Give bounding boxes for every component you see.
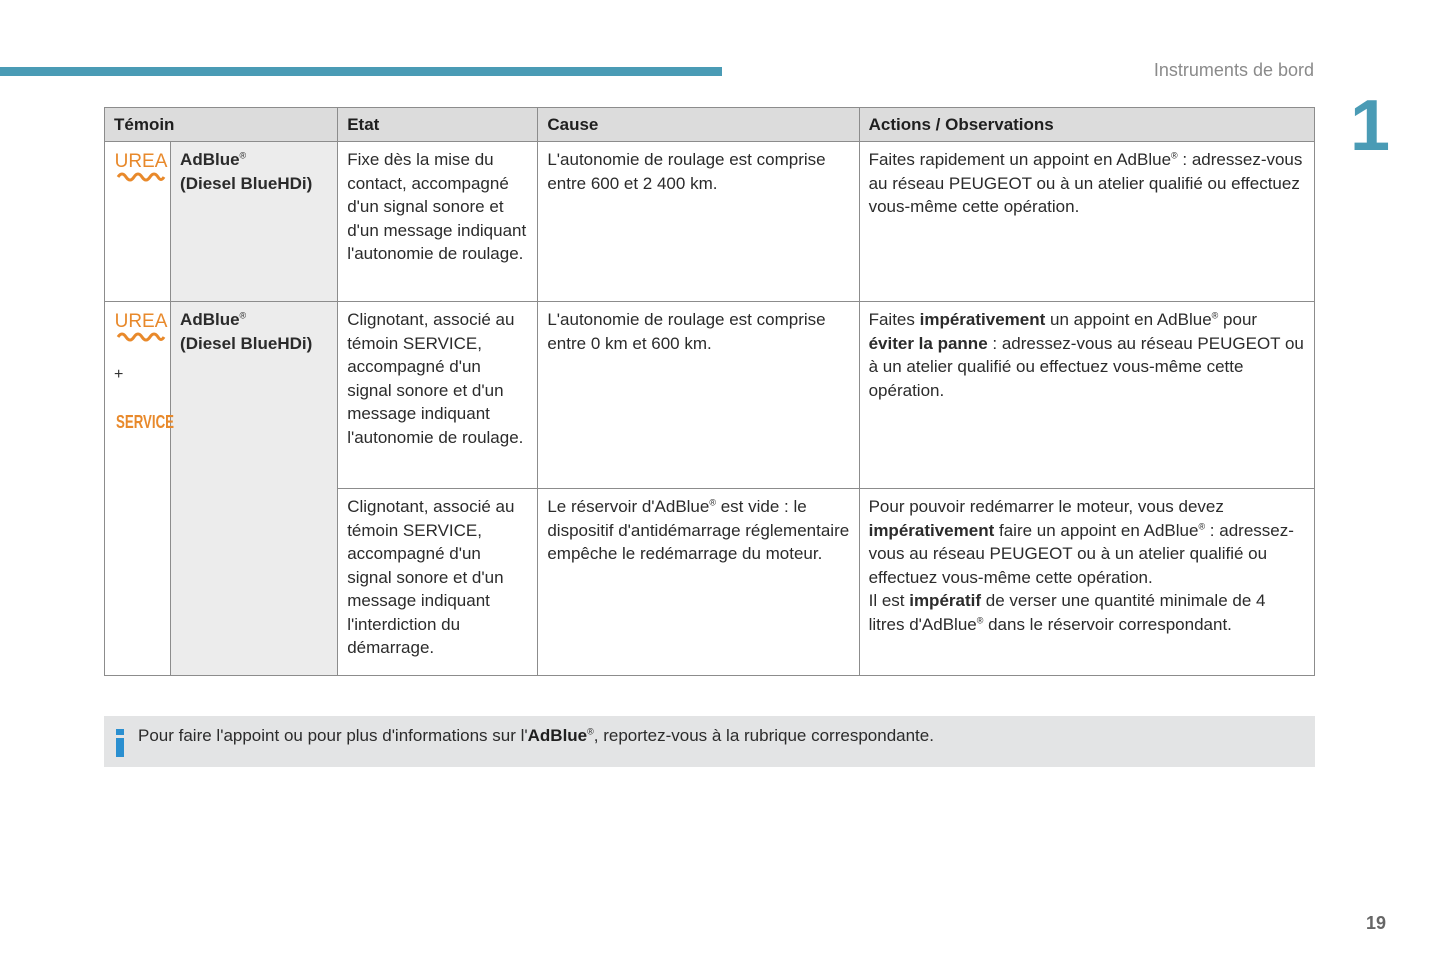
warning-icon-cell bbox=[105, 302, 174, 676]
registered-mark: ® bbox=[709, 497, 716, 508]
actions-text: pour bbox=[1218, 310, 1258, 329]
actions-text: dans le réservoir correspondant. bbox=[983, 614, 1232, 634]
section-title: Instruments de bord bbox=[1153, 60, 1314, 80]
actions-emphasis: impérativement bbox=[919, 310, 1046, 329]
registered-mark: ® bbox=[239, 150, 247, 161]
registered-mark: ® bbox=[239, 310, 247, 321]
table-header-row bbox=[105, 108, 1315, 142]
actions-text: faire un appoint en AdBlue bbox=[994, 520, 1199, 540]
cause-text: est vide : le dispositif d'antidémarrage réglementaire empêche le redémarrage du moteur. bbox=[547, 497, 850, 563]
adblue-label: AdBlue bbox=[180, 310, 240, 329]
actions-text: Faites rapidement un appoint en AdBlue bbox=[868, 150, 1172, 169]
urea-warning-icon bbox=[114, 148, 168, 184]
table-row bbox=[105, 142, 1315, 302]
header-accent-bar bbox=[0, 67, 722, 76]
actions-text: : adressez-vous au réseau PEUGEOT ou à un atelier qualifié ou effectuez vous-même cette opération. bbox=[868, 333, 1304, 400]
warning-name-cell bbox=[171, 142, 338, 302]
registered-mark: ® bbox=[976, 614, 984, 625]
diesel-bluehdi-label: (Diesel BlueHDi) bbox=[180, 333, 313, 353]
page-number: 19 bbox=[1365, 913, 1386, 933]
cause-cell: L'autonomie de roulage est comprise entre 0 km et 600 km. bbox=[538, 302, 859, 489]
service-warning-icon bbox=[114, 410, 176, 432]
registered-mark: ® bbox=[1171, 150, 1178, 161]
plus-sign: + bbox=[114, 365, 124, 383]
actions-text: : adressez-vous au réseau PEUGEOT ou à un atelier qualifié ou effectuez vous-même cette opération. bbox=[868, 520, 1294, 587]
urea-icon-text: UREA bbox=[114, 311, 168, 332]
info-text-part: Pour faire l'appoint ou pour plus d'informations sur l' bbox=[138, 726, 528, 745]
actions-cell bbox=[859, 302, 1314, 489]
header-etat: Etat bbox=[338, 108, 538, 142]
service-icon-text: SERVICE bbox=[116, 412, 174, 432]
warning-lights-table bbox=[104, 107, 1315, 676]
warning-icon-cell bbox=[105, 142, 171, 302]
actions-text: Pour pouvoir redémarrer le moteur, vous devez bbox=[868, 497, 1224, 516]
info-icon bbox=[113, 729, 127, 757]
actions-cell bbox=[859, 142, 1314, 302]
cause-text: Le réservoir d'AdBlue bbox=[547, 497, 710, 516]
info-text-part: , reportez-vous à la rubrique correspondante. bbox=[593, 726, 934, 745]
warning-name-cell bbox=[171, 302, 338, 676]
chapter-number: 1 bbox=[1350, 86, 1391, 166]
actions-cell bbox=[859, 489, 1314, 676]
actions-text: : adressez-vous au réseau PEUGEOT ou à un atelier qualifié ou effectuez vous-même cette opération. bbox=[868, 150, 1303, 216]
urea-icon-text: UREA bbox=[114, 151, 168, 172]
table-row bbox=[105, 302, 1315, 489]
actions-text: un appoint en AdBlue bbox=[1045, 310, 1212, 329]
cause-cell: L'autonomie de roulage est comprise entre 600 et 2 400 km. bbox=[538, 142, 859, 302]
header-cause: Cause bbox=[538, 108, 859, 142]
registered-mark: ® bbox=[587, 726, 594, 737]
header-actions: Actions / Observations bbox=[859, 108, 1314, 142]
info-text bbox=[138, 726, 934, 746]
info-box bbox=[104, 716, 1315, 767]
actions-emphasis: impérativement bbox=[868, 520, 995, 540]
actions-emphasis: éviter la panne bbox=[868, 333, 988, 353]
registered-mark: ® bbox=[1198, 520, 1206, 531]
registered-mark: ® bbox=[1211, 310, 1219, 321]
actions-text: Faites bbox=[868, 310, 920, 329]
etat-cell: Fixe dès la mise du contact, accompagné d'un signal sonore et d'un message indiquant l'autonomie de roulage. bbox=[338, 142, 538, 302]
urea-warning-icon bbox=[114, 308, 168, 344]
actions-text: de verser une quantité minimale de 4 litres d'AdBlue bbox=[868, 591, 1266, 634]
actions-emphasis: impératif bbox=[909, 591, 982, 610]
diesel-bluehdi-label: (Diesel BlueHDi) bbox=[180, 173, 313, 193]
etat-cell: Clignotant, associé au témoin SERVICE, accompagné d'un signal sonore et d'un message indiquant l'interdiction du démarrage. bbox=[338, 489, 538, 676]
adblue-label: AdBlue bbox=[180, 150, 240, 169]
info-emphasis: AdBlue bbox=[527, 726, 588, 745]
cause-cell bbox=[538, 489, 859, 676]
actions-text: Il est bbox=[868, 591, 910, 610]
etat-cell: Clignotant, associé au témoin SERVICE, accompagné d'un signal sonore et d'un message indiquant l'autonomie de roulage. bbox=[338, 302, 538, 489]
header-temoin: Témoin bbox=[105, 108, 338, 142]
